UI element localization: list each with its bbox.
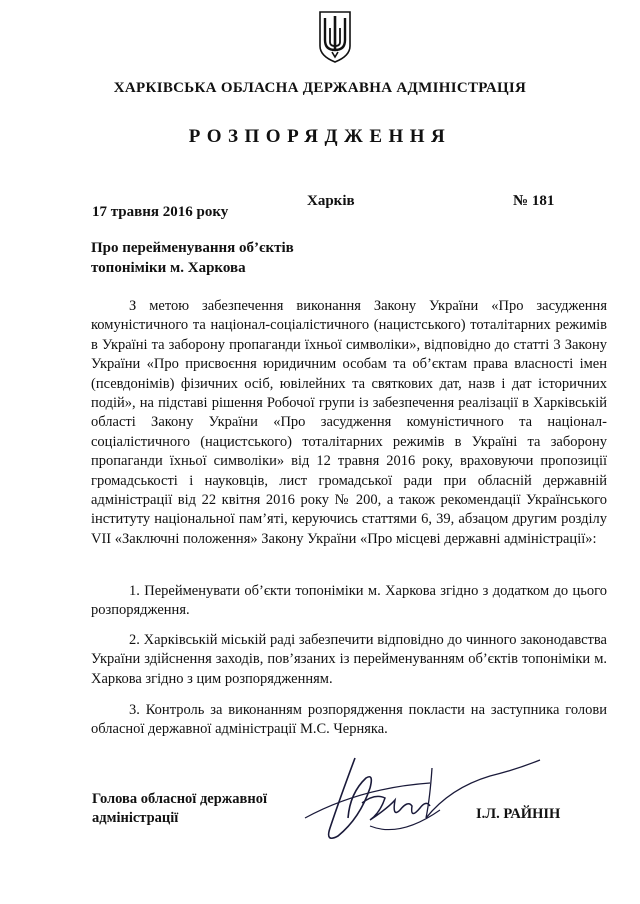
signatory-position bbox=[92, 790, 267, 828]
subject-line-2: топоніміки м. Харкова bbox=[91, 260, 246, 276]
document-subject bbox=[91, 238, 294, 278]
signatory-position-line-2: адміністрації bbox=[92, 810, 179, 826]
document-date: 17 травня 2016 року bbox=[92, 204, 229, 220]
order-item-3: 3. Контроль за виконанням розпорядження покласти на заступника голови обласної державної адміністрації М.С. Черняка. bbox=[91, 702, 607, 738]
handwritten-signature-icon bbox=[300, 748, 550, 848]
document-city: Харків bbox=[307, 193, 355, 209]
trident-emblem-icon bbox=[318, 10, 352, 64]
order-item-1: 1. Перейменувати об’єкти топоніміки м. Харкова згідно з додатком до цього розпорядження. bbox=[91, 583, 607, 619]
document-number: № 181 bbox=[513, 193, 555, 209]
order-item-2: 2. Харківській міській раді забезпечити відповідно до чинного законодавства України здійснення заходів, пов’язаних із перейменуванням об’єктів топоніміки м. Харкова згідно з цим розпорядженням. bbox=[91, 632, 607, 687]
signatory-position-line-1: Голова обласної державної bbox=[92, 791, 268, 807]
signatory-name: І.Л. РАЙНІН bbox=[476, 806, 561, 822]
preamble-paragraph: З метою забезпечення виконання Закону України «Про засудження комуністичного та націонал-соціалістичного (нацистського) тоталітарних режимів в Україні та заборону пропаганди їхньої символіки», відповідно до статті 3 Закону України «Про присвоєння юридичним особам та об’єктам права власності імен (псевдонімів) фізичних осіб, ювілейних та святкових дат, назв і дат історичних подій», на підставі рішення Робочої групи із забезпечення реалізації в Харківській області Закону України «Про засудження комуністичного та націонал-соціалістичного (нацистського) тоталітарних режимів в Україні та заборону пропаганди їхньої символіки» від 12 травня 2016 року, враховуючи пропозиції громадськості і науковців, лист громадської ради при обласній державній адміністрації від 22 квітня 2016 року № 200, а також рекомендації Українського інституту національної пам’яті, керуючись статтями 6, 39, абзацом другим розділу VII «Заключні положення» Закону України «Про місцеві державні адміністрації»: bbox=[91, 298, 607, 547]
subject-line-1: Про перейменування об’єктів bbox=[91, 240, 294, 256]
document-title: РОЗПОРЯДЖЕННЯ bbox=[188, 126, 452, 147]
organization-name: ХАРКІВСЬКА ОБЛАСНА ДЕРЖАВНА АДМІНІСТРАЦІЯ bbox=[113, 80, 527, 96]
